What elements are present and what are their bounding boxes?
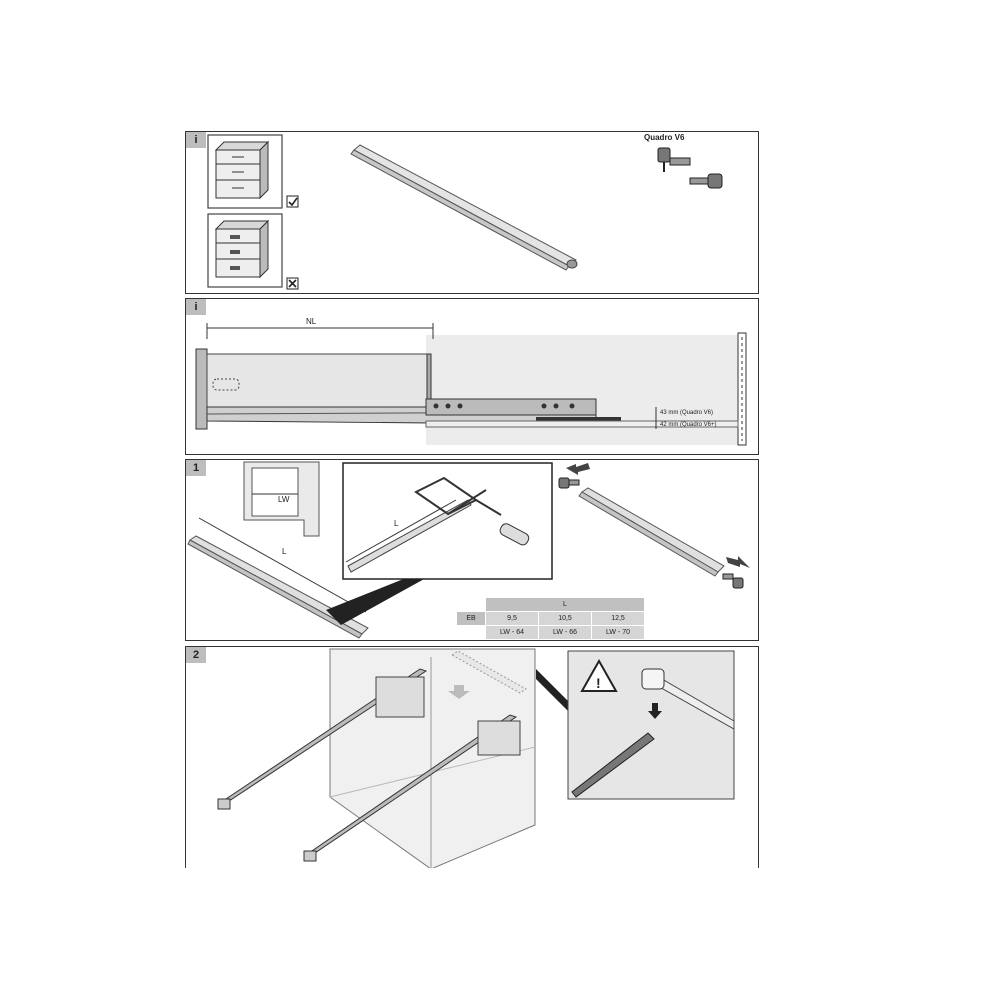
panel-tag: i [186,132,206,148]
table-row-header-eb: EB [457,612,486,626]
nl-label: NL [306,317,317,326]
arrow-left-icon [566,463,590,475]
table-cell: 9,5 [486,612,539,626]
drawer-body [207,354,427,407]
info-panel-illustration [186,132,759,294]
shaded-region [426,335,738,445]
table-cell: LW - 64 [486,626,539,640]
step-2-illustration [186,647,759,868]
coupling-detail-icon [642,669,664,689]
table-cell: LW - 70 [592,626,645,640]
info-panel-cabinet-check [185,131,759,294]
table-cell: 10,5 [539,612,592,626]
lw-label: LW [278,495,290,504]
panel-tag: i [186,299,206,315]
front-panel [196,349,207,429]
l-dimension-line [199,518,366,612]
panel-tag: 2 [186,647,206,663]
warning-symbol: ! [596,675,601,691]
coupling-part-icon [658,148,722,188]
l-label: L [282,547,287,556]
dimension-label-v6: 43 mm (Quadro V6) [660,410,714,416]
quadro-label: Quadro V6 [644,133,685,142]
table-header-l: L [486,598,645,612]
table-cell: 12,5 [592,612,645,626]
arrow-right-icon [726,556,750,568]
table-cell: LW - 66 [539,626,592,640]
zoom-connector [536,669,568,711]
panel-tag: 1 [186,460,206,476]
side-view-illustration [186,299,759,455]
cabinet-drawers-incorrect-icon [216,221,268,277]
step-2-panel [185,646,759,868]
step-1-panel [185,459,759,641]
rod-with-endcaps-icon [559,478,743,588]
length-table [456,597,645,640]
dimension-label-v6plus: 42 mm (Quadro V6+) [660,422,717,428]
stabilizer-rod-icon [351,145,577,270]
l-label-zoom: L [394,519,399,528]
info-panel-rail-side-view [185,298,759,455]
cabinet-drawers-correct-icon [216,142,268,198]
